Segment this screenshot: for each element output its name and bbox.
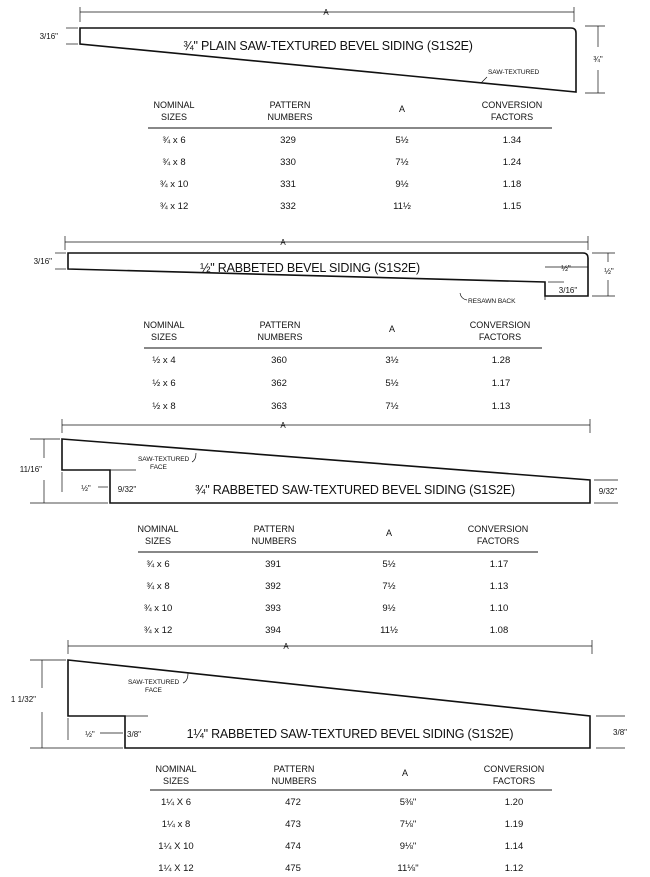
dim-rabbet-w-4: ½" — [85, 730, 95, 739]
th-conv-3a: CONVERSION — [467, 524, 529, 534]
cell: ¾ x 6 — [162, 135, 186, 146]
cell: 1.17 — [489, 559, 509, 570]
cell: 1¼ X 10 — [158, 841, 194, 852]
th-nominal-2b: SIZES — [150, 332, 178, 342]
cell: 1.15 — [502, 201, 522, 212]
cell: 475 — [285, 863, 301, 874]
dim-left-2: 3/16" — [33, 257, 52, 266]
th-conv-2b: FACTORS — [478, 332, 522, 342]
th-nominal-3a: NOMINAL — [137, 524, 179, 534]
cell: 472 — [285, 797, 301, 808]
cell: 392 — [265, 581, 281, 592]
th-nominal-1a: NOMINAL — [153, 100, 195, 110]
note-saw-textured-3a: SAW-TEXTURED — [138, 456, 190, 463]
cell: 394 — [265, 625, 281, 636]
cell: 393 — [265, 603, 281, 614]
profile-plain-bevel — [80, 28, 576, 92]
dim-rabbet-h-4: 3/8" — [127, 730, 141, 739]
cell: 1.17 — [491, 378, 511, 389]
cell: ¾ x 12 — [159, 201, 189, 212]
th-conv-4a: CONVERSION — [483, 764, 545, 774]
cell: 7½ — [382, 581, 396, 592]
section-rabbeted-bevel — [55, 236, 615, 348]
th-conv-2a: CONVERSION — [469, 320, 531, 330]
section-title-2: ½" RABBETED BEVEL SIDING (S1S2E) — [200, 261, 420, 275]
th-conv-1a: CONVERSION — [481, 100, 543, 110]
dim-right-3: 9/32" — [598, 487, 618, 496]
dim-rabbet-w-3: ½" — [81, 484, 91, 493]
cell: 1.20 — [504, 797, 524, 808]
cell: 474 — [285, 841, 301, 852]
cell: 1.08 — [489, 625, 509, 636]
cell: 5½ — [382, 559, 396, 570]
cell: 11⅛" — [397, 863, 419, 874]
cell: 1.34 — [502, 135, 522, 146]
cell: 9½ — [382, 603, 396, 614]
cell: ¾ x 10 — [143, 603, 173, 614]
cell: 1.24 — [502, 157, 522, 168]
cell: 1¼ x 8 — [161, 819, 191, 830]
th-pattern-3b: NUMBERS — [251, 536, 297, 546]
cell: 1.18 — [502, 179, 522, 190]
dim-left-4: 1 1/32" — [10, 695, 36, 704]
th-nominal-1b: SIZES — [160, 112, 188, 122]
dim-a-label-1: A — [323, 8, 329, 17]
note-face-3: FACE — [150, 464, 167, 471]
cell: 360 — [271, 355, 287, 366]
th-nominal-2a: NOMINAL — [143, 320, 185, 330]
dim-a-label-2: A — [280, 238, 286, 247]
cell: 7½ — [395, 157, 409, 168]
cell: 1.12 — [504, 863, 524, 874]
note-resawn-back: RESAWN BACK — [468, 298, 516, 305]
cell: 1.19 — [504, 819, 524, 830]
dim-rabbet-h-2: 3/16" — [558, 286, 578, 295]
section-title-1: ¾" PLAIN SAW-TEXTURED BEVEL SIDING (S1S2E) — [183, 39, 473, 53]
cell: ¾ x 6 — [146, 559, 170, 570]
th-a-3: A — [385, 528, 393, 538]
cell: 332 — [280, 201, 296, 212]
dim-right-4: 3/8" — [613, 728, 627, 737]
th-pattern-1b: NUMBERS — [267, 112, 313, 122]
dim-rabbet-h-3: 9/32" — [117, 485, 137, 494]
th-nominal-4a: NOMINAL — [155, 764, 197, 774]
cell: 9⅛" — [399, 841, 417, 852]
cell: 1.10 — [489, 603, 509, 614]
cell: 1.13 — [491, 401, 511, 412]
th-pattern-3a: PATTERN — [253, 524, 295, 534]
cell: 11½ — [393, 201, 411, 212]
th-a-1: A — [398, 104, 406, 114]
cell: 5½ — [385, 378, 399, 389]
cell: ¾ x 8 — [162, 157, 186, 168]
cell: 1¼ X 12 — [158, 863, 194, 874]
cell: 1.28 — [491, 355, 511, 366]
section-title-3: ¾" RABBETED SAW-TEXTURED BEVEL SIDING (S1S2E) — [194, 483, 516, 497]
th-pattern-1a: PATTERN — [269, 100, 311, 110]
cell: 1.13 — [489, 581, 509, 592]
table-2-rows — [152, 355, 510, 412]
cell: 363 — [271, 401, 287, 412]
cell: ¾ x 10 — [159, 179, 189, 190]
dim-right-2: ½" — [604, 267, 614, 276]
cell: 5½ — [395, 135, 409, 146]
cell: 331 — [280, 179, 296, 190]
th-nominal-3b: SIZES — [144, 536, 172, 546]
cell: ½ x 8 — [152, 401, 176, 412]
note-saw-textured-4a: SAW-TEXTURED — [128, 679, 180, 686]
cell: 11½ — [380, 625, 398, 636]
cell: 1¼ X 6 — [160, 797, 192, 808]
th-nominal-4b: SIZES — [162, 776, 190, 786]
table-1-rows — [160, 135, 522, 212]
dim-a-label-4: A — [283, 642, 289, 651]
note-face-4: FACE — [145, 687, 162, 694]
cell: ½ x 6 — [152, 378, 176, 389]
cell: 391 — [265, 559, 281, 570]
cell: 7⅛" — [399, 819, 417, 830]
th-pattern-2b: NUMBERS — [257, 332, 303, 342]
table-3-rows — [144, 559, 509, 636]
dim-rabbet-w-2: ½" — [561, 264, 571, 273]
th-a-4: A — [401, 768, 409, 778]
section-title-4: 1¼" RABBETED SAW-TEXTURED BEVEL SIDING (S1S2E) — [186, 727, 514, 741]
th-pattern-4a: PATTERN — [273, 764, 315, 774]
th-conv-4b: FACTORS — [492, 776, 536, 786]
cell: 329 — [280, 135, 296, 146]
cell: 473 — [285, 819, 301, 830]
dim-left-1: 3/16" — [39, 32, 58, 41]
cell: 362 — [271, 378, 287, 389]
cell: ¾ x 12 — [143, 625, 173, 636]
cell: ½ x 4 — [152, 355, 176, 366]
cell: 3½ — [385, 355, 399, 366]
cell: 330 — [280, 157, 296, 168]
th-pattern-2a: PATTERN — [259, 320, 301, 330]
cell: 9½ — [395, 179, 409, 190]
th-pattern-4b: NUMBERS — [271, 776, 317, 786]
dim-left-3: 11/16" — [19, 465, 42, 474]
th-conv-3b: FACTORS — [476, 536, 520, 546]
cell: 7½ — [385, 401, 399, 412]
note-saw-textured-1: SAW-TEXTURED — [488, 69, 540, 76]
th-conv-1b: FACTORS — [490, 112, 534, 122]
cell: 1.14 — [504, 841, 524, 852]
table-4-rows — [158, 797, 523, 874]
cell: 5⅜" — [399, 797, 417, 808]
cell: ¾ x 8 — [146, 581, 170, 592]
dim-a-label-3: A — [280, 421, 286, 430]
dim-right-1: ¾" — [593, 55, 603, 64]
th-a-2: A — [388, 324, 396, 334]
